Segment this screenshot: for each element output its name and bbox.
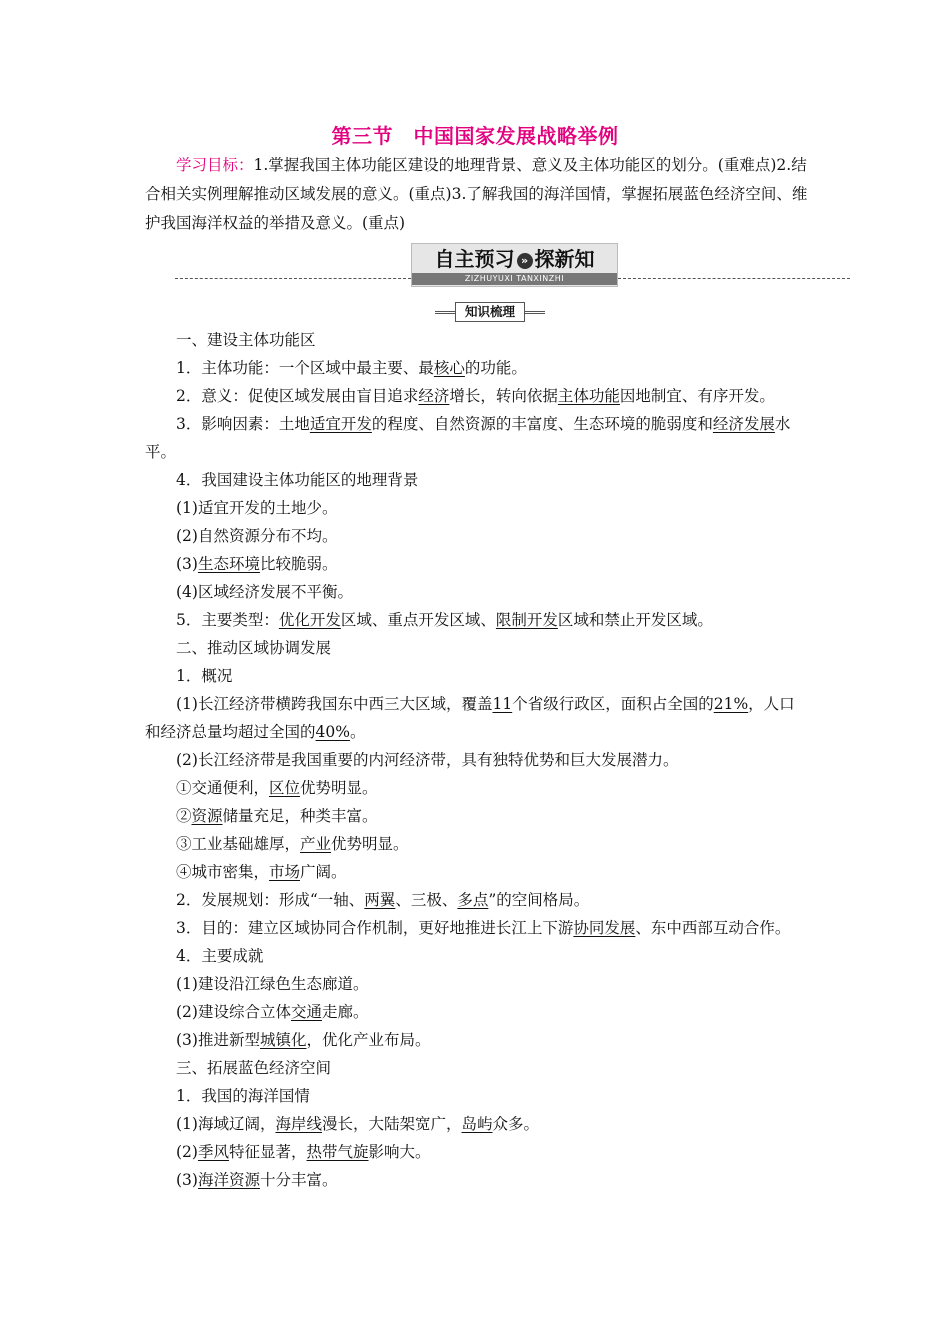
page-title: 第三节 中国国家发展战略举例 — [331, 124, 619, 148]
banner-right-text: 探新知 — [534, 247, 595, 271]
dashed-divider-left — [175, 278, 411, 279]
blank-answer: 城镇化 — [259, 1031, 307, 1049]
list-item: (2)建设综合立体交通走廊。 — [176, 1003, 369, 1021]
paragraph: 3．影响因素：土地适宜开发的程度、自然资源的丰富度、生态环境的脆弱度和经济发展水平。 — [145, 415, 791, 461]
blank-answer: 两翼 — [364, 891, 396, 909]
paragraph: 4．我国建设主体功能区的地理背景 — [176, 471, 419, 489]
paragraph: 5．主要类型：优化开发区域、重点开发区域、限制开发区域和禁止开发区域。 — [176, 611, 713, 629]
list-item: (3)推进新型城镇化，优化产业布局。 — [176, 1031, 431, 1049]
section-banner — [175, 243, 850, 289]
blank-answer: 多点 — [457, 891, 489, 909]
section-banner-box — [411, 243, 618, 287]
heading-3: 三、拓展蓝色经济空间 — [176, 1059, 332, 1077]
list-item: ①交通便利，区位优势明显。 — [176, 779, 378, 797]
blank-answer: 经济发展 — [712, 415, 775, 433]
blank-answer: 区位 — [269, 779, 301, 797]
learning-goals — [145, 151, 810, 238]
blank-answer: 产业 — [300, 835, 332, 853]
paragraph: 1．主体功能：一个区域中最主要、最核心的功能。 — [176, 359, 527, 377]
list-item: (2)自然资源分布不均。 — [176, 527, 338, 545]
blank-answer: 适宜开发 — [309, 415, 372, 433]
list-item: (2)季风特征显著，热带气旋影响大。 — [176, 1143, 431, 1161]
arrow-circle-icon: » — [517, 253, 533, 269]
blank-answer: 核心 — [433, 359, 465, 377]
blank-answer: 优化开发 — [278, 611, 341, 629]
blank-answer: 热带气旋 — [306, 1143, 369, 1161]
blank-answer: 经济 — [418, 387, 450, 405]
list-item: ③工业基础雄厚，产业优势明显。 — [176, 835, 409, 853]
blank-answer: 市场 — [269, 863, 301, 881]
paragraph: 1．我国的海洋国情 — [176, 1087, 310, 1105]
list-item: (3)海洋资源十分丰富。 — [176, 1171, 338, 1189]
blank-answer: 海岸线 — [275, 1115, 322, 1133]
paragraph: 1．概况 — [176, 667, 233, 685]
paragraph: 2．意义：促使区域发展由盲目追求经济增长，转向依据主体功能因地制宜、有序开发。 — [176, 387, 775, 405]
learning-goals-label: 学习目标： — [176, 156, 254, 174]
subsection-badge — [435, 302, 545, 322]
list-item: (1)长江经济带横跨我国东中西三大区域，覆盖11个省级行政区，面积占全国的21%，人口和经济总量均超过全国的40%。 — [145, 695, 795, 741]
list-item: (4)区域经济发展不平衡。 — [176, 583, 353, 601]
learning-goals-text: 1.掌握我国主体功能区建设的地理背景、意义及主体功能区的划分。(重难点)2.结合相关实例理解推动区域发展的意义。(重点)3.了解我国的海洋国情，掌握拓展蓝色经济空间、维护我国海洋权益的举措及意义。(重点) — [145, 156, 808, 232]
list-item: ④城市密集，市场广阔。 — [176, 863, 347, 881]
blank-answer: 季风 — [197, 1143, 229, 1161]
blank-answer: 21% — [713, 695, 749, 713]
paragraph: 2．发展规划：形成“一轴、两翼、三极、多点”的空间格局。 — [176, 891, 590, 909]
blank-answer: 海洋资源 — [197, 1171, 260, 1189]
list-item: (1)海域辽阔，海岸线漫长，大陆架宽广，岛屿众多。 — [176, 1115, 540, 1133]
list-item: (1)适宜开发的土地少。 — [176, 499, 338, 517]
dashed-divider-right — [618, 278, 850, 279]
list-item: (1)建设沿江绿色生态廊道。 — [176, 975, 369, 993]
heading-1: 一、建设主体功能区 — [176, 331, 316, 349]
blank-answer: 40% — [315, 723, 350, 741]
banner-left-text: 自主预习 — [434, 247, 515, 271]
paragraph: 3．目的：建立区域协同合作机制，更好地推进长江上下游协同发展、东中西部互动合作。 — [176, 919, 791, 937]
subsection-label: 知识梳理 — [455, 302, 525, 322]
blank-answer: 生态环境 — [197, 555, 260, 573]
list-item: ②资源储量充足，种类丰富。 — [176, 807, 378, 825]
list-item: (2)长江经济带是我国重要的内河经济带，具有独特优势和巨大发展潜力。 — [176, 751, 679, 769]
main-content — [145, 326, 810, 1194]
paragraph: 4．主要成就 — [176, 947, 264, 965]
section-banner-pinyin: ZIZHUYUXI TANXINZHI — [412, 273, 617, 285]
heading-2: 二、推动区域协调发展 — [176, 639, 332, 657]
blank-answer: 限制开发 — [495, 611, 558, 629]
list-item: (3)生态环境比较脆弱。 — [176, 555, 338, 573]
blank-answer: 主体功能 — [557, 387, 620, 405]
blank-answer: 协同发展 — [573, 919, 636, 937]
blank-answer: 岛屿 — [461, 1115, 493, 1133]
section-banner-title — [412, 246, 617, 272]
blank-answer: 11 — [492, 695, 513, 713]
blank-answer: 交通 — [290, 1003, 322, 1021]
blank-answer: 资源 — [191, 807, 223, 825]
